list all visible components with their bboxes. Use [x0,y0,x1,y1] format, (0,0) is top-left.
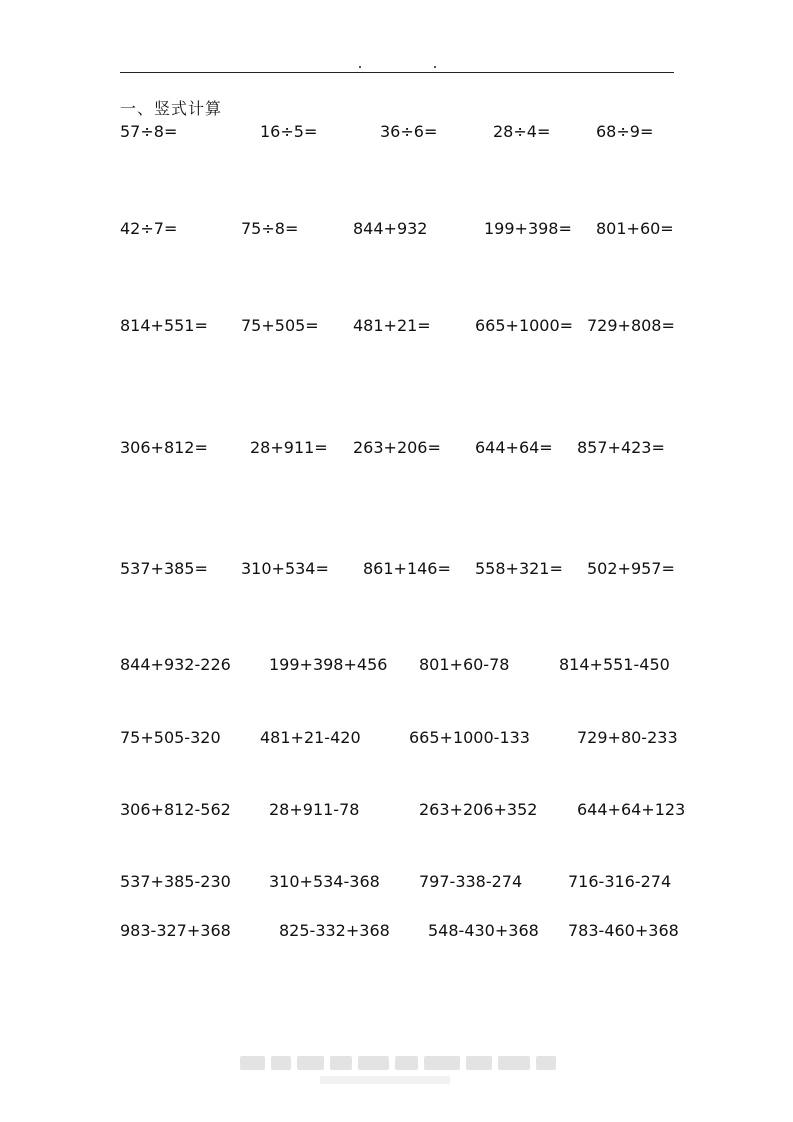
problem: 68÷9= [596,122,654,141]
problem: 729+808= [587,316,675,335]
problem: 481+21-420 [260,728,361,747]
problem: 310+534-368 [269,872,380,891]
problem: 844+932 [353,219,428,238]
problem: 502+957= [587,559,675,578]
problem: 644+64+123 [577,800,686,819]
problem: 665+1000-133 [409,728,530,747]
problem: 75+505= [241,316,319,335]
problem: 28+911= [250,438,328,457]
problem: 729+80-233 [577,728,678,747]
footer-watermark-line [320,1076,450,1084]
problem: 814+551-450 [559,655,670,674]
problem: 783-460+368 [568,921,679,940]
problem: 801+60-78 [419,655,510,674]
problem: 983-327+368 [120,921,231,940]
problem: 558+321= [475,559,563,578]
problem: 306+812-562 [120,800,231,819]
problem: 36÷6= [380,122,438,141]
header-dot [434,66,436,68]
problem: 199+398+456 [269,655,388,674]
problem: 825-332+368 [279,921,390,940]
problem: 42÷7= [120,219,178,238]
problem: 537+385= [120,559,208,578]
problem: 665+1000= [475,316,574,335]
problem: 75÷8= [241,219,299,238]
problem: 537+385-230 [120,872,231,891]
problem: 861+146= [363,559,451,578]
problem: 844+932-226 [120,655,231,674]
problem: 28+911-78 [269,800,360,819]
problem: 263+206+352 [419,800,538,819]
problem: 857+423= [577,438,665,457]
problem: 481+21= [353,316,431,335]
problem: 797-338-274 [419,872,523,891]
problem: 716-316-274 [568,872,672,891]
problem: 28÷4= [493,122,551,141]
header-dot [359,66,361,68]
problem: 814+551= [120,316,208,335]
header-rule [120,72,674,73]
problem: 548-430+368 [428,921,539,940]
problem: 16÷5= [260,122,318,141]
footer-watermark [240,1056,556,1070]
problem: 75+505-320 [120,728,221,747]
problem: 306+812= [120,438,208,457]
problem: 310+534= [241,559,329,578]
problem: 644+64= [475,438,553,457]
problem: 57÷8= [120,122,178,141]
problem: 199+398= [484,219,572,238]
problem: 801+60= [596,219,674,238]
problem: 263+206= [353,438,441,457]
section-title: 一、竖式计算 [120,99,223,118]
